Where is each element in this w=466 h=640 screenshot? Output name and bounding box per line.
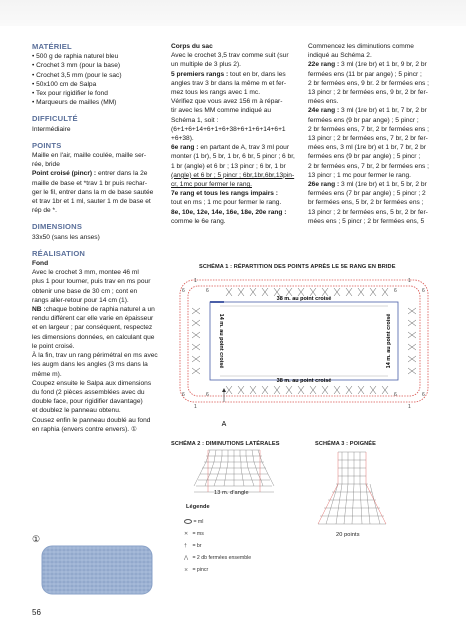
rang-26-label: 26e rang :	[308, 181, 340, 189]
rang-8-label: 8e, 10e, 12e, 14e, 16e, 18e, 20e rang :	[171, 208, 287, 216]
rangs-5-text: +6+38).	[171, 135, 194, 143]
difficulte-value: Intermédiaire	[32, 125, 71, 133]
dimensions-section	[32, 222, 160, 241]
materiel-section	[32, 42, 160, 107]
rang-24-text: 13 pincr ; 1 mc pour fermer le rang.	[308, 171, 411, 179]
nb-text: le point croisé.	[32, 342, 75, 350]
legend-item-ms: ✕ = ms	[184, 528, 251, 540]
start-mark-a: A	[221, 421, 227, 428]
corner-count: 6	[182, 392, 185, 398]
legend-item-pincr: ⨯ = pincr	[184, 564, 251, 576]
chain-icon	[184, 519, 192, 524]
corps-text: Avec le crochet 3,5 trav comme suit (sur	[171, 52, 289, 60]
rangs-5-text: tir avec les MM comme indiqué au	[171, 107, 272, 115]
intro-text: Commencez les diminutions comme	[308, 43, 414, 50]
nb-text: et en largeur ; par conséquent, respectez	[32, 324, 153, 332]
tour-text: même m).	[32, 370, 62, 378]
tour-text: double face, pour rigidifier davantage)	[32, 398, 143, 406]
intro-text: indiqué au Schéma 2.	[308, 52, 372, 60]
rang-22-text: 13 pincr ; 2 br fermées ens, 9 br, 2 br fer-	[308, 89, 428, 97]
legend-title: Légende	[186, 504, 210, 510]
tour-text: À la fin, trav un rang périmétral en ms avec	[32, 352, 158, 360]
rang-8-text: comme le 6e rang.	[171, 217, 226, 225]
corner-count: 6	[422, 392, 425, 398]
materiel-item: • Crochet 3,5 mm (pour le sac)	[32, 71, 122, 79]
corner-count: 1	[194, 404, 197, 410]
corner-count: 6	[206, 288, 209, 294]
schema1-top-label: 38 m. au point croisé	[276, 296, 332, 302]
rang-24-text: fermées ens (9 br par ange) ; 5 pincr ;	[308, 116, 419, 124]
rang-6-text: cr, 1mc pour fermer le rang.	[171, 181, 252, 189]
legend-item-ml: = ml	[184, 516, 251, 528]
rang-24-text: 2 br fermées ens, 7 br, 2 br fermées ens ;	[308, 162, 429, 170]
point-croise-text: entrer dans la 2e	[97, 170, 148, 178]
rang-26-text: 13 pincr ; 2 br fermées ens, 5 br, 2 br fer-	[308, 208, 428, 216]
fond-title: Fond	[32, 260, 49, 268]
legend-item-br: † = br	[184, 540, 251, 552]
rang-22-text: mées ens.	[308, 98, 339, 106]
rangs-5-text: Vérifiez que vous avez 156 m à répar-	[171, 98, 283, 106]
points-text: rée, bride	[32, 161, 60, 169]
dimensions-value: 33x50 (sans les anses)	[32, 233, 100, 241]
rang-6-text: monter (1 br), 5 br, 1 br, 6 br, 5 pincr ; 6 br,	[171, 153, 295, 161]
nb-text: les dimensions données, en calculant que	[32, 333, 155, 341]
column-2	[171, 42, 303, 226]
top-stitches	[226, 288, 388, 296]
tour-text: Coupez ensuite le Salpa aux dimensions	[32, 379, 152, 387]
tour-text: du fond (2 pièces assemblées avec du	[32, 388, 145, 396]
tour-text: et doublez le panneau obtenu.	[32, 407, 121, 415]
difficulte-section	[32, 114, 160, 133]
rang-24-label: 24e rang :	[308, 107, 340, 115]
fond-text: rangs aller-retour pour 14 cm (1).	[32, 296, 129, 304]
materiel-item: • Crochet 3 mm (pour la base)	[32, 62, 121, 70]
rang-24-text: mées ens, 3 ml (1re br) et 1 br, 7 br, 2 br	[308, 144, 427, 152]
schema1-left-label: 14 m. au point croisé	[218, 313, 224, 369]
decrease-icon: ⋀	[184, 555, 189, 561]
fond-text: plus 1 pour tourner, puis trav en ms pour	[32, 278, 151, 286]
points-section	[32, 141, 160, 216]
schema1-title: SCHÉMA 1 : RÉPARTITION DES POINTS APRÈS LE 5E RANG EN BRIDE	[199, 264, 396, 270]
corner-count: 6	[422, 288, 425, 294]
header-band	[0, 0, 466, 26]
rang-7-label: 7e rang et tous les rangs impairs :	[171, 190, 279, 198]
corner-count: 1	[408, 278, 411, 284]
side-stitches	[192, 308, 416, 374]
difficulte-title: DIFFICULTÉ	[32, 114, 78, 124]
rang-26-text: br fermées ens, 5 br, 2 br fermées ens ;	[308, 199, 424, 207]
point-croise-label: Point croisé (pincr) :	[32, 170, 97, 178]
schema1-right-label: 14 m. au point croisé	[386, 313, 392, 369]
corner-count: 1	[194, 278, 197, 284]
schema3-bottom-label: 20 points	[336, 532, 360, 538]
corner-count: 1	[408, 404, 411, 410]
schema1-diagram	[168, 272, 440, 430]
schema3-diagram	[308, 450, 398, 532]
materiel-item: • 500 g de raphia naturel bleu	[32, 53, 119, 61]
corner-count: 6	[394, 288, 397, 294]
rang-6-label: 6e rang :	[171, 144, 199, 152]
bottom-stitches	[226, 386, 388, 394]
rang-6-text: (angle) et 6 br ; 5 pincr ; 6br,1br,6br,13pin-	[171, 171, 295, 179]
cross-icon: ✕	[184, 531, 189, 537]
rang-22-label: 22e rang :	[308, 61, 340, 69]
legend-item-dec: ⋀ = 2 db fermées ensemble	[184, 552, 251, 564]
materiel-item: • 50x100 cm de Salpa	[32, 80, 97, 88]
point-croise-text: maille de base et *trav 1 br puis rechar-	[32, 179, 148, 187]
points-text: Maille en l'air, maille coulée, maille ser-	[32, 152, 147, 160]
legend	[184, 516, 251, 576]
realisation-section	[32, 249, 160, 434]
rang-24-text: 2 br fermées ens, 7 br, 2 br fermées ens ;	[308, 125, 429, 133]
column-1	[32, 42, 160, 441]
page-number: 56	[32, 608, 41, 617]
rangs-5-text: Schéma 1, soit :	[171, 116, 219, 124]
rang-24-text: 3 ml (1re br) et 1 br, 7 br, 2 br	[341, 107, 427, 115]
rang-26-text: fermées ens (7 br par angle) ; 5 pincr ; 2	[308, 190, 426, 198]
point-croise-text: rép de *.	[32, 207, 57, 215]
rang-26-text: mées ens ; 5 pincr ; 2 br fermées ens, 5	[308, 217, 425, 225]
nb-label: NB :	[32, 306, 46, 314]
nb-text: chaque bobine de raphia naturel a un	[45, 306, 155, 314]
rang-24-text: 13 pincr ; 2 br fermées ens, 7 br, 2 br fer-	[308, 135, 428, 143]
point-croise-text: et trav 1br et 1 ml, sauter 1 m de base et	[32, 198, 151, 206]
rang-22-text: fermées ens (11 br par ange) ; 5 pincr ;	[308, 70, 422, 78]
rangs-5-text: mez tous les rangs avec 1 mc.	[171, 89, 261, 97]
schema1-bottom-label: 38 m. au point croisé	[276, 378, 332, 384]
schema2-title: SCHÉMA 2 : DIMINUTIONS LATÉRALES	[171, 441, 280, 447]
tour-text: Cousez enfin le panneau doublé au fond	[32, 416, 151, 424]
center-rectangle	[210, 302, 398, 380]
bag-base-photo	[32, 540, 156, 596]
tour-text: en raphia (envers contre envers). ①	[32, 425, 137, 433]
rang-26-text: 3 ml (1re br) et 1 br, 5 br, 2 br	[341, 181, 427, 189]
materiel-title: MATÉRIEL	[32, 42, 72, 51]
realisation-title: RÉALISATION	[32, 248, 86, 258]
materiel-item: • Tex pour rigidifier le fond	[32, 90, 108, 98]
column-3	[308, 42, 446, 226]
crossed-stitch-icon: ⨯	[184, 567, 189, 573]
rang-7-text: tout en ms ; 1 mc pour fermer le rang.	[171, 199, 282, 207]
nb-text: rendu différent car elle varie en épaisseur	[32, 315, 154, 323]
rang-22-text: 2 br fermées ens, 9 br. 2 br fermées ens ;	[308, 79, 429, 87]
schema2-bottom-label: 13 m. d'angle	[214, 490, 249, 496]
bride-icon: †	[184, 543, 187, 549]
rangs-5-text: tout en br, dans les	[230, 70, 286, 78]
rangs-5-text: angles trav 3 br dans la même m et fer-	[171, 79, 287, 87]
rangs-5-text: (6+1+6+14+6+1+6+38+6+1+6+14+6+1	[171, 125, 286, 133]
photo-marker: ①	[32, 534, 41, 544]
fond-text: obtenir une base de 30 cm ; cont en	[32, 287, 138, 295]
corps-text: un multiple de 3 plus 2).	[171, 61, 242, 69]
corner-count: 6	[394, 392, 397, 398]
rang-6-text: en partant de A, trav 3 ml pour	[200, 144, 290, 152]
corner-count: 6	[182, 288, 185, 294]
fond-text: Avec le crochet 3 mm, montee 46 ml	[32, 269, 139, 277]
rang-22-text: 3 ml (1re br) et 1 br, 9 br, 2 br	[341, 61, 427, 69]
rang-24-text: fermées ens (9 br par angle) ; 5 pincr ;	[308, 153, 421, 161]
rangs-5-label: 5 premiers rangs :	[171, 70, 229, 78]
materiel-item: • Marqueurs de mailles (MM)	[32, 99, 117, 107]
points-title: POINTS	[32, 140, 62, 150]
corps-title: Corps du sac	[171, 43, 213, 50]
tour-text: les augm dans les angles (3 ms dans la	[32, 361, 148, 369]
dimensions-title: DIMENSIONS	[32, 222, 83, 232]
point-croise-text: ger le fil, entrer dans la m de base sautée	[32, 188, 154, 196]
rang-6-text: 1 br (angle) et 6 br ; 13 pincr ; 6 br, 1 br	[171, 162, 286, 170]
schema3-title: SCHÉMA 3 : POIGNÉE	[315, 441, 376, 447]
corner-count: 6	[206, 392, 209, 398]
